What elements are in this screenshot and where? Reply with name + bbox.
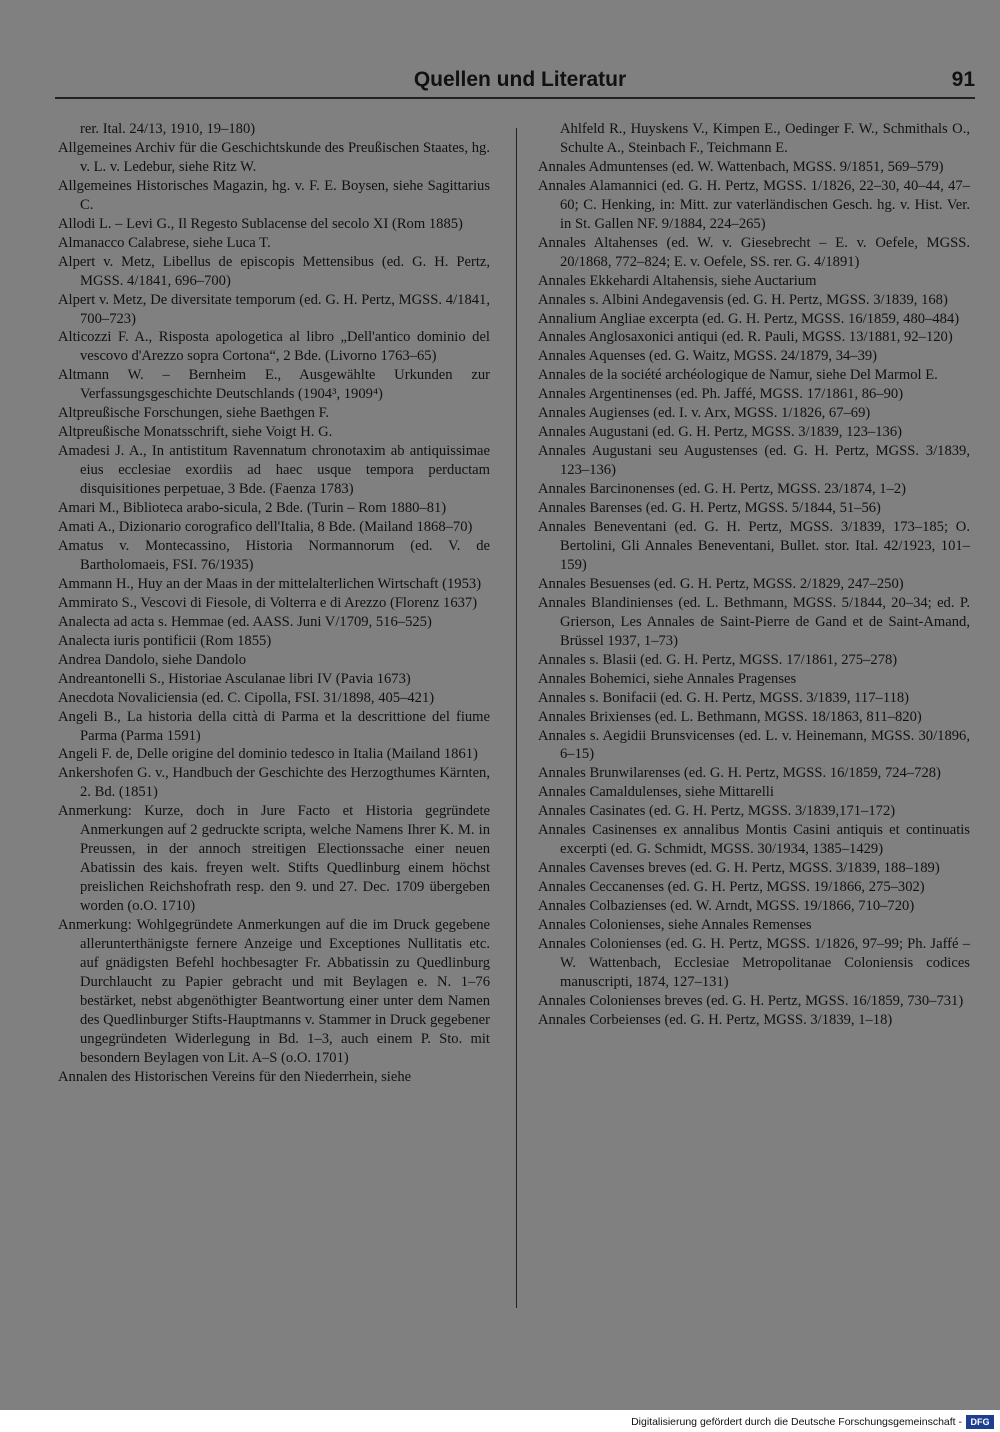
footer-credit: Digitalisierung gefördert durch die Deutsche Forschungsgemeinschaft - [631, 1416, 962, 1428]
bibliography-entry: Angeli B., La historia della città di Parma et la descrittione del fiume Parma (Parma 1591) [58, 708, 490, 744]
bibliography-entry: Annales Casinenses ex annalibus Montis Casini antiquis et continuatis excerpti (ed. G. Schmidt, MGSS. 30/1934, 1385–1429) [538, 822, 970, 858]
bibliography-entry: Annales Admuntenses (ed. W. Wattenbach, MGSS. 9/1851, 569–579) [538, 158, 944, 175]
bibliography-entry: Andrea Dandolo, siehe Dandolo [58, 651, 247, 668]
bibliography-entry: Allgemeines Historisches Magazin, hg. v. F. E. Boysen, siehe Sagittarius C. [58, 177, 490, 213]
bibliography-entry: Annales Aquenses (ed. G. Waitz, MGSS. 24/1879, 34–39) [538, 348, 878, 365]
bibliography-entry: Allgemeines Archiv für die Geschichtskunde des Preußischen Staates, hg. v. L. v. Ledebur, siehe Ritz W. [58, 139, 490, 175]
bibliography-entry: Annales s. Blasii (ed. G. H. Pertz, MGSS. 17/1861, 275–278) [538, 651, 898, 668]
bibliography-entry: Annalen des Historischen Vereins für den Niederrhein, siehe [58, 1068, 412, 1085]
bibliography-entry: Annales s. Albini Andegavensis (ed. G. H. Pertz, MGSS. 3/1839, 168) [538, 291, 948, 308]
bibliography-entry: Annales Colonienses (ed. G. H. Pertz, MGSS. 1/1826, 97–99; Ph. Jaffé – W. Wattenbach, Ecclesiae Metropolitanae Coloniensis codices manuscripti, 1874, 127–131) [538, 935, 970, 990]
bibliography-entry: Annalium Angliae excerpta (ed. G. H. Pertz, MGSS. 16/1859, 480–484) [538, 310, 960, 327]
right-column [538, 120, 970, 1030]
bibliography-entry: rer. Ital. 24/13, 1910, 19–180) [80, 121, 256, 137]
bibliography-entry: Ahlfeld R., Huyskens V., Kimpen E., Oedinger F. W., Schmithals O., Schulte A., Steinbach F., Teichmann E. [560, 121, 970, 156]
bibliography-entry: Altpreußische Forschungen, siehe Baethgen F. [58, 405, 330, 422]
bibliography-entry: Annales Cavenses breves (ed. G. H. Pertz, MGSS. 3/1839, 188–189) [538, 860, 940, 877]
bibliography-entry: Annales s. Bonifacii (ed. G. H. Pertz, MGSS. 3/1839, 117–118) [538, 689, 910, 706]
bibliography-entry: Annales Brixienses (ed. L. Bethmann, MGSS. 18/1863, 811–820) [538, 708, 922, 725]
bibliography-entry: Anecdota Novaliciensia (ed. C. Cipolla, FSI. 31/1898, 405–421) [58, 689, 435, 706]
bibliography-entry: Alpert v. Metz, De diversitate temporum (ed. G. H. Pertz, MGSS. 4/1841, 700–723) [58, 291, 490, 327]
bibliography-entry: Amati A., Dizionario corografico dell'Italia, 8 Bde. (Mailand 1868–70) [58, 519, 473, 536]
bibliography-entry: Annales Augustani seu Augustenses (ed. G. H. Pertz, MGSS. 3/1839, 123–136) [538, 443, 970, 479]
bibliography-entry: Altmann W. – Bernheim E., Ausgewählte Urkunden zur Verfassungsgeschichte Deutschlands (1904³, 1909⁴) [58, 367, 490, 403]
footer-bar [0, 1413, 1000, 1432]
bibliography-entry: Annales Brunwilarenses (ed. G. H. Pertz, MGSS. 16/1859, 724–728) [538, 765, 941, 782]
bibliography-entry: Annales Augustani (ed. G. H. Pertz, MGSS. 3/1839, 123–136) [538, 424, 903, 441]
header-rule [55, 97, 975, 99]
bibliography-entry: Annales Barenses (ed. G. H. Pertz, MGSS. 5/1844, 51–56) [538, 500, 881, 517]
bibliography-entry: Alpert v. Metz, Libellus de episcopis Mettensibus (ed. G. H. Pertz, MGSS. 4/1841, 696–700) [58, 253, 490, 289]
bibliography-entry: Amadesi J. A., In antistitum Ravennatum chronotaxim ab antiquissimae eius ecclesiae exordiis ad haec usque tempora perductam disquisitiones perpetuae, 3 Bde. (Faenza 1783) [58, 443, 490, 498]
bibliography-entry: Almanacco Calabrese, siehe Luca T. [58, 234, 271, 251]
bibliography-entry: Annales Ceccanenses (ed. G. H. Pertz, MGSS. 19/1866, 275–302) [538, 879, 925, 896]
bibliography-entry: Annales Anglosaxonici antiqui (ed. R. Pauli, MGSS. 13/1881, 92–120) [538, 329, 953, 346]
bibliography-entry: Analecta ad acta s. Hemmae (ed. AASS. Juni V/1709, 516–525) [58, 613, 432, 630]
bibliography-entry: Annales Blandinienses (ed. L. Bethmann, MGSS. 5/1844, 20–34; ed. P. Grierson, Les Annales de Saint-Pierre de Gand et de Saint-Amand, Brüssel 1937, 1–73) [538, 594, 970, 649]
page-number: 91 [951, 68, 975, 91]
bibliography-entry: Ammann H., Huy an der Maas in der mittelalterlichen Wirtschaft (1953) [58, 575, 482, 592]
bibliography-entry: Annales Corbeienses (ed. G. H. Pertz, MGSS. 3/1839, 1–18) [538, 1011, 893, 1028]
bibliography-entry: Annales s. Aegidii Brunsvicenses (ed. L. v. Heinemann, MGSS. 30/1896, 6–15) [538, 727, 970, 763]
bibliography-entry: Annales Colonienses breves (ed. G. H. Pertz, MGSS. 16/1859, 730–731) [538, 992, 964, 1009]
bibliography-entry: Annales de la société archéologique de Namur, siehe Del Marmol E. [538, 367, 938, 384]
bibliography-entry: Annales Argentinenses (ed. Ph. Jaffé, MGSS. 17/1861, 86–90) [538, 386, 904, 403]
bibliography-entry: Annales Colonienses, siehe Annales Remenses [538, 917, 812, 934]
bibliography-entry: Annales Augienses (ed. I. v. Arx, MGSS. 1/1826, 67–69) [538, 405, 871, 422]
bibliography-entry: Anmerkung: Wohlgegründete Anmerkungen auf die im Druck gegebene allerunterthänigste fernere Anzeige und Exceptiones Nullitatis etc. auf gnädigsten Befehl hochbesagter Fr. Abbatissin zu Quedlinburg Durchlaucht zu Papier gebracht und mit Beylagen e. N. 1–76 bestärket, nebst abgenöthigter Beantwortung einer unter dem Namen des Quedlinburger Stifts-Hauptmanns v. Stammer in Druck gegebener ungegründeten Widerlegung in Bd. 1–3, auch einem P. Sto. mit besondern Beylagen von Lit. A–S (o.O. 1701) [58, 917, 490, 1066]
bibliography-entry: Allodi L. – Levi G., Il Regesto Sublacense del secolo XI (Rom 1885) [58, 215, 463, 232]
bibliography-entry: Annales Bohemici, siehe Annales Pragenses [538, 670, 797, 687]
bibliography-entry: Amari M., Biblioteca arabo-sicula, 2 Bde. (Turin – Rom 1880–81) [58, 500, 447, 517]
bibliography-entry: Annales Beneventani (ed. G. H. Pertz, MGSS. 3/1839, 173–185; O. Bertolini, Gli Annales Beneventani, Bullet. stor. Ital. 42/1923, 101–159) [538, 519, 970, 573]
bibliography-entry: Annales Casinates (ed. G. H. Pertz, MGSS. 3/1839,171–172) [538, 803, 896, 820]
bibliography-entry: Anmerkung: Kurze, doch in Jure Facto et Historia gegründete Anmerkungen auf 2 gedruckte scripta, welche Namens Ihrer K. M. in Preussen, in der annoch streitigen Electionssache einer neuen Abatissin des kais. freyen welt. Stifts Quedlinburg einem höchst preislichen Reichshofrath resp. den 9. und 27. Dec. 1709 übergeben worden (o.O. 1710) [58, 803, 490, 915]
bibliography-entry: Annales Camaldulenses, siehe Mittarelli [538, 784, 774, 801]
bibliography-entry: Andreantonelli S., Historiae Asculanae libri IV (Pavia 1673) [58, 670, 411, 687]
bibliography-entry: Ankershofen G. v., Handbuch der Geschichte des Herzogthumes Kärnten, 2. Bd. (1851) [58, 765, 490, 801]
column-divider [516, 128, 517, 1308]
bibliography-entry: Altpreußische Monatsschrift, siehe Voigt H. G. [58, 424, 333, 441]
bibliography-entry: Alticozzi F. A., Risposta apologetica al libro „Dell'antico dominio del vescovo d'Arezzo sopra Cortona“, 2 Bde. (Livorno 1763–65) [58, 329, 490, 365]
bibliography-entry: Annales Barcinonenses (ed. G. H. Pertz, MGSS. 23/1874, 1–2) [538, 481, 907, 498]
running-header-title: Quellen und Literatur [413, 68, 627, 91]
bibliography-entry: Amatus v. Montecassino, Historia Normannorum (ed. V. de Bartholomaeis, FSI. 76/1935) [58, 537, 490, 573]
left-column [58, 120, 490, 1087]
bibliography-entry: Analecta iuris pontificii (Rom 1855) [58, 632, 272, 649]
bibliography-entry: Annales Ekkehardi Altahensis, siehe Auctarium [538, 272, 817, 289]
dfg-logo-icon: DFG [966, 1415, 994, 1429]
bibliography-entry: Annales Alamannici (ed. G. H. Pertz, MGSS. 1/1826, 22–30, 40–44, 47–60; C. Henking, in: Mitt. zur vaterländischen Gesch. hg. v. Hist. Ver. in St. Gallen NF. 9/1884, 224–265) [538, 177, 970, 232]
bibliography-entry: Angeli F. de, Delle origine del dominio tedesco in Italia (Mailand 1861) [58, 746, 478, 763]
bibliography-entry: Annales Altahenses (ed. W. v. Giesebrecht – E. v. Oefele, MGSS. 20/1868, 772–824; E. v. Oefele, SS. rer. G. 4/1891) [538, 234, 970, 270]
bibliography-entry: Ammirato S., Vescovi di Fiesole, di Volterra e di Arezzo (Florenz 1637) [58, 594, 478, 611]
bibliography-entry: Annales Colbazienses (ed. W. Arndt, MGSS. 19/1866, 710–720) [538, 898, 915, 915]
bibliography-entry: Annales Besuenses (ed. G. H. Pertz, MGSS. 2/1829, 247–250) [538, 575, 904, 592]
